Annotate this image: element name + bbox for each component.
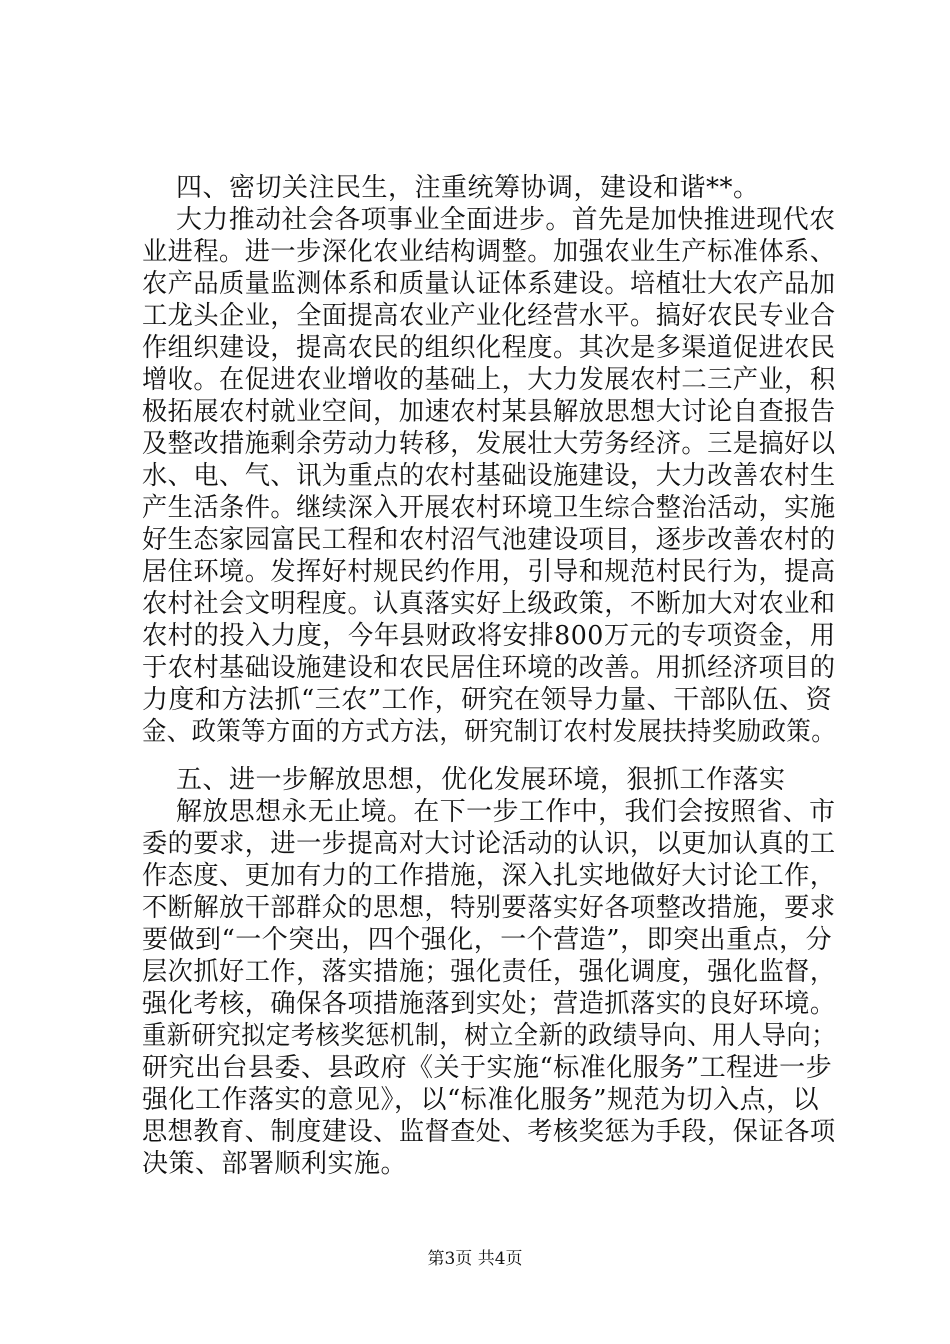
paragraph-line: 好生态家园富民工程和农村沼气池建设项目，逐步改善农村的 bbox=[142, 525, 836, 555]
paragraph-line: 强化考核，确保各项措施落到实处；营造抓落实的良好环境。 bbox=[142, 989, 836, 1019]
paragraph-line: 不断解放干部群众的思想，特别要落实好各项整改措施，要求 bbox=[142, 893, 836, 923]
paragraph-line: 层次抓好工作，落实措施；强化责任，强化调度，强化监督， bbox=[142, 957, 836, 987]
section-5-heading: 五、进一步解放思想，优化发展环境，狠抓工作落实 bbox=[176, 765, 786, 795]
paragraph-line: 思想教育、制度建设、监督查处、考核奖惩为手段，保证各项 bbox=[142, 1117, 836, 1147]
paragraph-line: 研究出台县委、县政府《关于实施“标准化服务”工程进一步 bbox=[142, 1053, 833, 1083]
paragraph-line: 力度和方法抓“三农”工作，研究在领导力量、干部队伍、资 bbox=[142, 685, 833, 715]
paragraph-line: 解放思想永无止境。在下一步工作中，我们会按照省、市 bbox=[176, 797, 836, 827]
section-4-heading: 四、密切关注民生，注重统筹协调，建设和谐**。 bbox=[176, 173, 760, 203]
paragraph-line: 作态度、更加有力的工作措施，深入扎实地做好大讨论工作， bbox=[142, 861, 836, 891]
paragraph-line: 农村社会文明程度。认真落实好上级政策，不断加大对农业和 bbox=[142, 589, 836, 619]
paragraph-line: 农村的投入力度，今年县财政将安排800万元的专项资金，用 bbox=[142, 621, 836, 651]
paragraph-line: 要做到“一个突出，四个强化，一个营造”，即突出重点，分 bbox=[142, 925, 833, 955]
paragraph-line: 决策、部署顺利实施。 bbox=[142, 1149, 408, 1179]
paragraph-line: 增收。在促进农业增收的基础上，大力发展农村二三产业，积 bbox=[142, 365, 836, 395]
page-number-footer: 第3页 共4页 bbox=[427, 1249, 523, 1269]
paragraph-line: 强化工作落实的意见》，以“标准化服务”规范为切入点，以 bbox=[142, 1085, 820, 1115]
paragraph-line: 金、政策等方面的方式方法，研究制订农村发展扶持奖励政策。 bbox=[142, 717, 837, 747]
paragraph-line: 重新研究拟定考核奖惩机制，树立全新的政绩导向、用人导向； bbox=[142, 1021, 837, 1051]
paragraph-line: 作组织建设，提高农民的组织化程度。其次是多渠道促进农民 bbox=[142, 333, 836, 363]
paragraph-line: 水、电、气、讯为重点的农村基础设施建设，大力改善农村生 bbox=[142, 461, 836, 491]
paragraph-line: 工龙头企业，全面提高农业产业化经营水平。搞好农民专业合 bbox=[142, 301, 836, 331]
paragraph-line: 极拓展农村就业空间，加速农村某县解放思想大讨论自查报告 bbox=[142, 397, 836, 427]
paragraph-line: 大力推动社会各项事业全面进步。首先是加快推进现代农 bbox=[176, 205, 836, 235]
paragraph-line: 于农村基础设施建设和农民居住环境的改善。用抓经济项目的 bbox=[142, 653, 836, 683]
paragraph-line: 业进程。进一步深化农业结构调整。加强农业生产标准体系、 bbox=[142, 237, 836, 267]
paragraph-line: 农产品质量监测体系和质量认证体系建设。培植壮大农产品加 bbox=[142, 269, 836, 299]
paragraph-line: 委的要求，进一步提高对大讨论活动的认识，以更加认真的工 bbox=[142, 829, 836, 859]
paragraph-line: 居住环境。发挥好村规民约作用，引导和规范村民行为，提高 bbox=[142, 557, 836, 587]
paragraph-line: 产生活条件。继续深入开展农村环境卫生综合整治活动，实施 bbox=[142, 493, 836, 523]
paragraph-line: 及整改措施剩余劳动力转移，发展壮大劳务经济。三是搞好以 bbox=[142, 429, 836, 459]
